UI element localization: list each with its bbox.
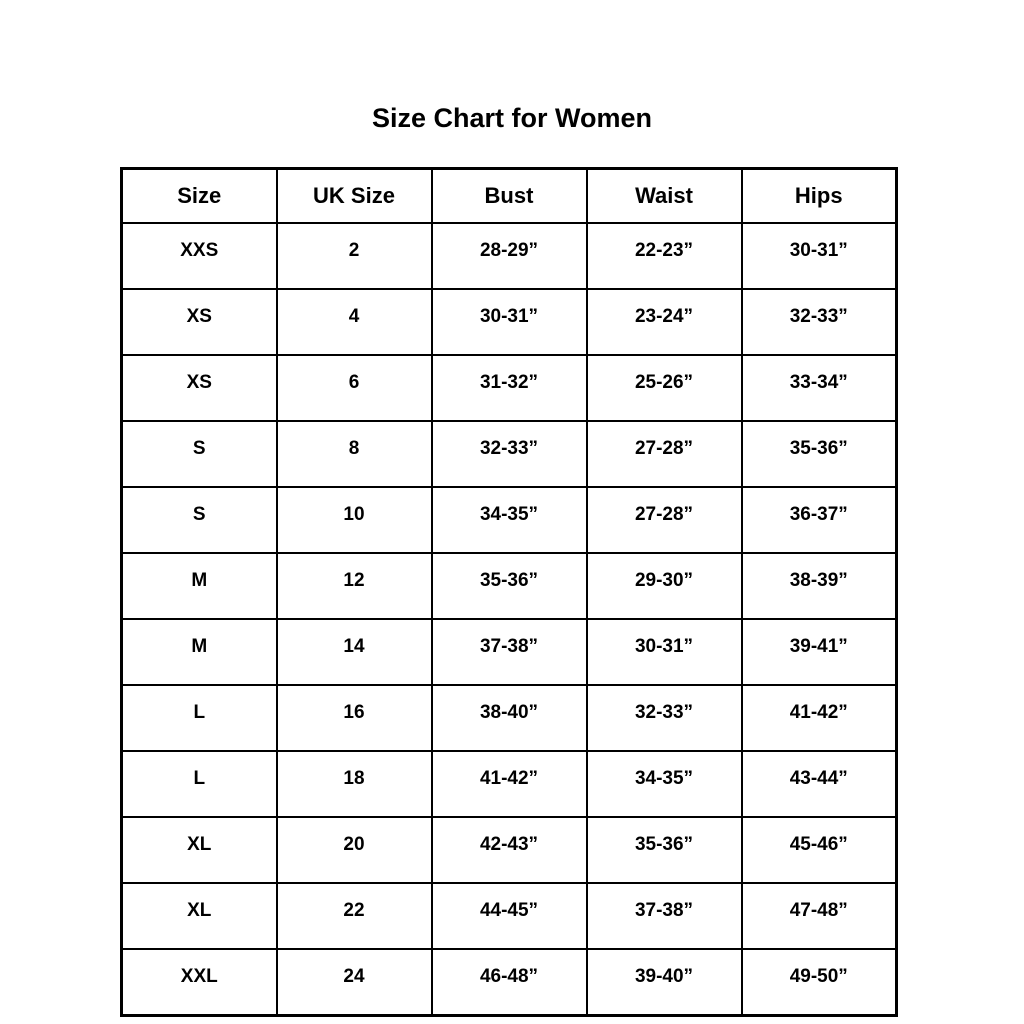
- table-cell: 49-50”: [742, 949, 897, 1016]
- page-title: Size Chart for Women: [371, 103, 653, 133]
- table-cell: 46-48”: [432, 949, 587, 1016]
- table-row: [122, 883, 897, 949]
- table-cell: S: [122, 421, 277, 487]
- table-cell: 43-44”: [742, 751, 897, 817]
- table-cell: 39-40”: [587, 949, 742, 1016]
- column-header-hips: Hips: [742, 169, 897, 224]
- table-cell: 24: [277, 949, 432, 1016]
- table-row: [122, 619, 897, 685]
- table-cell: 30-31”: [432, 289, 587, 355]
- table-cell: XS: [122, 355, 277, 421]
- table-cell: 25-26”: [587, 355, 742, 421]
- table-cell: XL: [122, 883, 277, 949]
- table-cell: 8: [277, 421, 432, 487]
- table-cell: 32-33”: [587, 685, 742, 751]
- table-cell: 37-38”: [432, 619, 587, 685]
- table-cell: 41-42”: [432, 751, 587, 817]
- table-cell: 16: [277, 685, 432, 751]
- table-cell: S: [122, 487, 277, 553]
- table-cell: 10: [277, 487, 432, 553]
- table-row: [122, 685, 897, 751]
- table-cell: XXL: [122, 949, 277, 1016]
- table-cell: M: [122, 553, 277, 619]
- table-cell: 28-29”: [432, 223, 587, 289]
- table-row: [122, 421, 897, 487]
- table-cell: 41-42”: [742, 685, 897, 751]
- column-header-bust: Bust: [432, 169, 587, 224]
- table-cell: 38-39”: [742, 553, 897, 619]
- table-cell: 39-41”: [742, 619, 897, 685]
- table-cell: XS: [122, 289, 277, 355]
- table-cell: 42-43”: [432, 817, 587, 883]
- table-cell: 14: [277, 619, 432, 685]
- table-cell: 35-36”: [742, 421, 897, 487]
- table-row: [122, 817, 897, 883]
- table-header: [122, 169, 897, 224]
- table-cell: 30-31”: [587, 619, 742, 685]
- table-cell: 4: [277, 289, 432, 355]
- table-cell: 6: [277, 355, 432, 421]
- table-cell: 32-33”: [742, 289, 897, 355]
- table-row: [122, 355, 897, 421]
- table-cell: L: [122, 685, 277, 751]
- table-cell: 33-34”: [742, 355, 897, 421]
- table-cell: 32-33”: [432, 421, 587, 487]
- table-cell: L: [122, 751, 277, 817]
- table-cell: 22: [277, 883, 432, 949]
- table-cell: 18: [277, 751, 432, 817]
- table-cell: 30-31”: [742, 223, 897, 289]
- column-header-uk-size: UK Size: [277, 169, 432, 224]
- table-cell: 31-32”: [432, 355, 587, 421]
- table-cell: 12: [277, 553, 432, 619]
- table-cell: 37-38”: [587, 883, 742, 949]
- table-body: [122, 223, 897, 1016]
- table-cell: 34-35”: [587, 751, 742, 817]
- column-header-size: Size: [122, 169, 277, 224]
- table-cell: 45-46”: [742, 817, 897, 883]
- table-cell: 35-36”: [587, 817, 742, 883]
- table-row: [122, 949, 897, 1016]
- table-cell: 35-36”: [432, 553, 587, 619]
- table-cell: 23-24”: [587, 289, 742, 355]
- table-cell: 34-35”: [432, 487, 587, 553]
- table-cell: 44-45”: [432, 883, 587, 949]
- table-cell: 27-28”: [587, 487, 742, 553]
- table-cell: 36-37”: [742, 487, 897, 553]
- table-row: [122, 487, 897, 553]
- table-row: [122, 223, 897, 289]
- table-cell: M: [122, 619, 277, 685]
- table-cell: 20: [277, 817, 432, 883]
- table-row: [122, 751, 897, 817]
- table-cell: 27-28”: [587, 421, 742, 487]
- size-chart-table: [120, 167, 898, 1017]
- table-row: [122, 289, 897, 355]
- table-cell: 47-48”: [742, 883, 897, 949]
- table-row: [122, 553, 897, 619]
- table-cell: XXS: [122, 223, 277, 289]
- column-header-waist: Waist: [587, 169, 742, 224]
- table-cell: 38-40”: [432, 685, 587, 751]
- table-header-row: [122, 169, 897, 224]
- table-cell: 29-30”: [587, 553, 742, 619]
- table-cell: 2: [277, 223, 432, 289]
- table-cell: 22-23”: [587, 223, 742, 289]
- table-cell: XL: [122, 817, 277, 883]
